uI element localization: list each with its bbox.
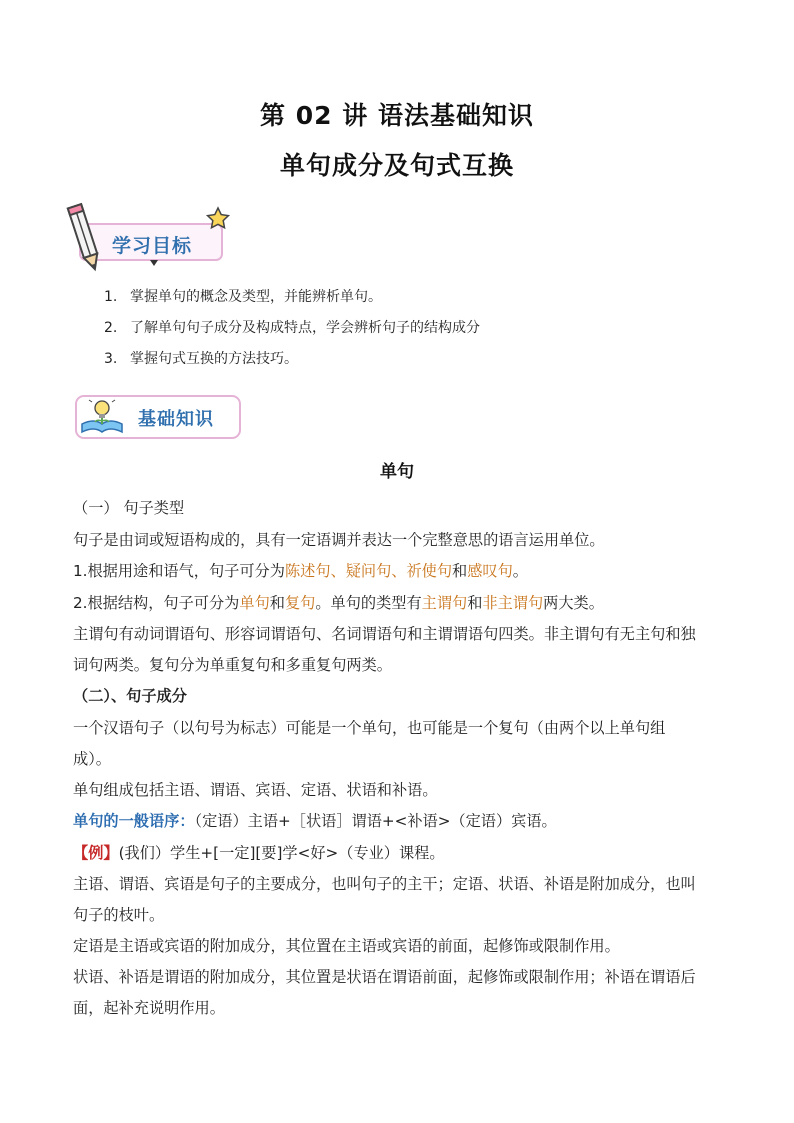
paragraph: 主谓句有动词谓语句、形容词谓语句、名词谓语句和主谓谓语句四类。非主谓句有无主句和独 xyxy=(73,625,696,643)
lecture-title: 第 02 讲 语法基础知识 xyxy=(260,101,534,130)
paragraph: 状语、补语是谓语的附加成分，其位置是状语在谓语前面，起修饰或限制作用；补语在谓语后 xyxy=(73,968,696,986)
paragraph: 1.根据用途和语气，句子可分为陈述句、疑问句、祈使句和感叹句。 xyxy=(73,562,528,580)
heading-sentence-components: （二）、句子成分 xyxy=(73,687,187,705)
paragraph: 一个汉语句子（以句号为标志）可能是一个单句，也可能是一个复句（由两个以上单句组 xyxy=(73,719,666,737)
basics-badge-label: 基础知识 xyxy=(138,409,214,430)
goals-badge-label: 学习目标 xyxy=(112,235,193,257)
example-line: 【例】(我们）学生+[一定][要]学<好>（专业）课程。 xyxy=(73,844,445,862)
paragraph: 2.根据结构，句子可分为单句和复句。单句的类型有主谓句和非主谓句两大类。 xyxy=(73,594,604,612)
list-item: 1. 掌握单句的概念及类型，并能辨析单句。 xyxy=(104,289,382,305)
heading-sentence-types: （一） 句子类型 xyxy=(73,499,185,517)
paragraph: 主语、谓语、宾语是句子的主要成分，也叫句子的主干；定语、状语、补语是附加成分，也叫 xyxy=(73,875,696,893)
list-item: 2. 了解单句句子成分及构成特点，学会辨析句子的结构成分 xyxy=(104,320,480,336)
basics-badge xyxy=(74,392,244,442)
paragraph: 词句两类。复句分为单重复句和多重复句两类。 xyxy=(73,656,392,674)
paragraph: 单句组成包括主语、谓语、宾语、定语、状语和补语。 xyxy=(73,781,438,799)
section-title: 单句 xyxy=(380,462,414,482)
list-item: 3. 掌握句式互换的方法技巧。 xyxy=(104,351,298,367)
paragraph: 句子的枝叶。 xyxy=(73,906,165,924)
lecture-subtitle: 单句成分及句式互换 xyxy=(279,151,514,180)
paragraph: 成）。 xyxy=(73,750,111,768)
goals-badge xyxy=(66,202,236,274)
paragraph: 面，起补充说明作用。 xyxy=(73,999,225,1017)
paragraph: 句子是由词或短语构成的，具有一定语调并表达一个完整意思的语言运用单位。 xyxy=(73,531,605,549)
goals-list xyxy=(104,287,480,380)
word-order-rule: 单句的一般语序：（定语）主语+［状语］谓语+<补语>（定语）宾语。 xyxy=(73,812,557,830)
paragraph: 定语是主语或宾语的附加成分，其位置在主语或宾语的前面，起修饰或限制作用。 xyxy=(73,937,620,955)
